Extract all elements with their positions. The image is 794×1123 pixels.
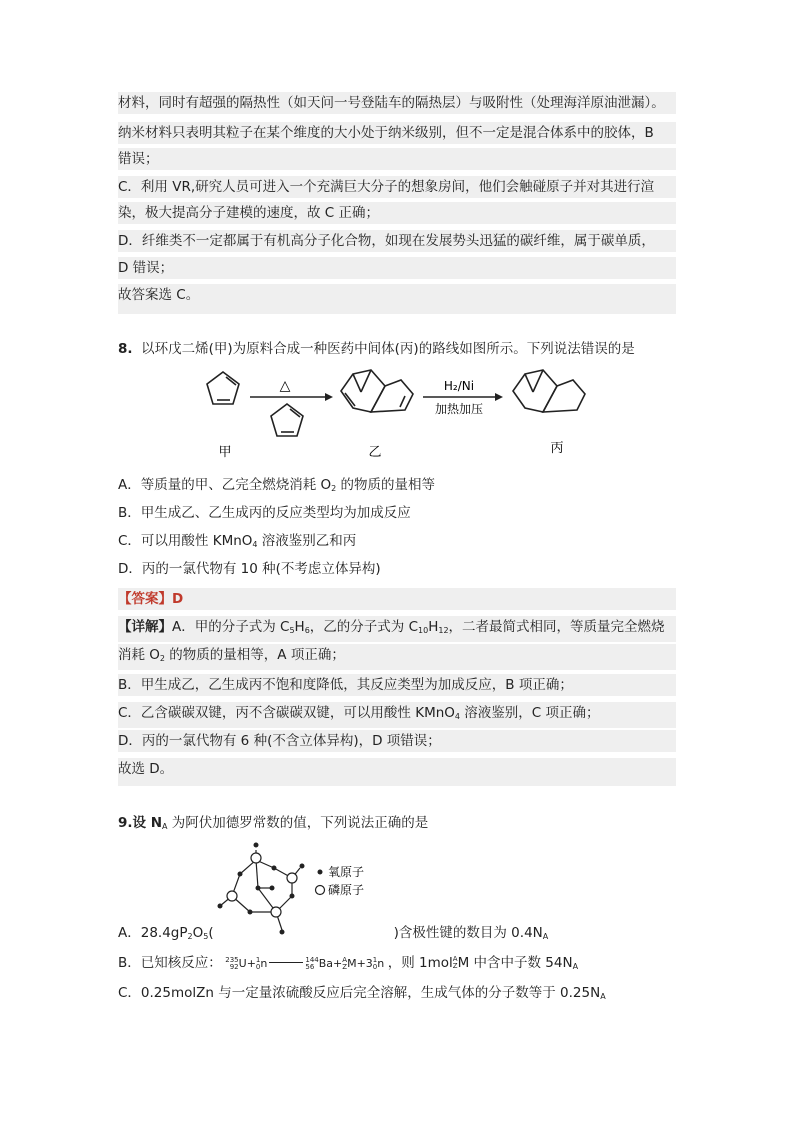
d1-b: H (294, 619, 305, 635)
prev-answer-line-3: 错误； (118, 148, 676, 170)
n2-mass: 1 (372, 956, 378, 964)
answer-value: D (172, 591, 184, 607)
d1-c: ，乙的分子式为 C (309, 619, 419, 635)
d1-s1: 5 (289, 626, 295, 635)
prev-answer-line-8: 故答案选 C。 (118, 284, 676, 314)
reaction-arrow-2 (423, 379, 503, 416)
answer-tag: 【答案】 (118, 591, 172, 607)
q9-c-text: C．0.25molZn 与一定量浓硫酸反应后完全溶解，生成气体的分子数等于 0.25N (118, 985, 601, 1001)
u-mass: 235 (225, 956, 239, 964)
m-number: Z (342, 963, 348, 971)
d2-s: 2 (159, 654, 166, 663)
prev-answer-line-4: C．利用 VR,研究人员可进入一个充满巨大分子的想象房间，他们会触碰原子并对其进行渲 (118, 176, 676, 198)
q9-a-s2: 5 (203, 932, 209, 941)
reaction-arrow-1 (250, 378, 333, 436)
d1-s2: 6 (304, 626, 310, 635)
d1-e: ，二者最简式相同，等质量完全燃烧 (448, 619, 665, 635)
q9-b-sub: A (572, 962, 579, 971)
q9-b-m-number: Z (452, 962, 458, 970)
plus-1: + (246, 957, 256, 970)
q9-a-text: A．28.4gP (118, 925, 188, 941)
q8-detail-line-3: B．甲生成乙，乙生成丙不饱和度降低，其反应类型为加成反应，B 项正确； (118, 674, 676, 696)
legend-phosphorus-label: 磷原子 (328, 883, 365, 897)
m-symbol: M (347, 957, 357, 970)
q8-option-a-sub: 2 (331, 484, 337, 493)
d1-s3: 10 (418, 626, 429, 635)
q8-option-b: B．甲生成乙、乙生成丙的反应类型均为加成反应 (118, 505, 411, 521)
label-bing: 丙 (550, 441, 564, 456)
n-mass: 1 (255, 956, 261, 964)
ba-mass: 144 (305, 956, 319, 964)
n-symbol: n (260, 957, 268, 970)
label-yi: 乙 (368, 445, 382, 460)
q8-detail-line-6: 故选 D。 (118, 758, 676, 786)
q9-b-m-mass: A (452, 955, 458, 963)
prev-answer-line-7: D 错误； (118, 257, 676, 279)
q8-detail-line-5: D．丙的一氯代物有 6 种(不含立体异构)，D 项错误； (118, 730, 676, 752)
q8-detail-line-1 (118, 616, 676, 642)
q9-option-b (118, 952, 676, 978)
label-jia: 甲 (218, 445, 232, 460)
arrow1-heat-label: △ (279, 378, 291, 394)
q9-a-s3: A (542, 932, 549, 941)
legend-oxygen-dot (318, 870, 323, 875)
arrow2-condition-label: 加热加压 (434, 402, 484, 416)
m-mass: A (342, 956, 348, 964)
prev-answer-line-1: 材料，同时有超强的隔热性（如天问一号登陆车的隔热层）与吸附性（处理海洋原油泄漏）。 (118, 92, 676, 114)
q8-number: 8. (118, 341, 133, 357)
cyclopentadiene-structure (207, 372, 239, 404)
tetrahydrodicyclopentadiene-structure (513, 370, 585, 412)
q8-answer (118, 588, 676, 610)
q8-option-c-text: C．可以用酸性 KMnO (118, 533, 253, 549)
d4-s: 4 (454, 712, 460, 721)
q9-c-sub: A (600, 992, 606, 1001)
q9-b-text: B．已知核反应： (118, 955, 222, 971)
d4-a: C．乙含碳碳双键，丙不含碳碳双键，可以用酸性 KMnO (118, 705, 455, 721)
q9-stem-a: 9.设 N (118, 815, 163, 831)
prev-answer-line-2: 纳米材料只表明其粒子在某个维度的大小处于纳米级别，但不一定是混合体系中的胶体，B (118, 122, 676, 144)
q9-a-d: )含极性键的数目为 0.4N (393, 925, 543, 941)
plus-3: +3 (356, 957, 373, 970)
detail-tag: 【详解】 (118, 619, 172, 635)
plus-2: + (333, 957, 343, 970)
prev-answer-line-5: 染，极大提高分子建模的速度，故 C 正确； (118, 202, 676, 224)
q8-detail-line-4 (118, 702, 676, 728)
d1-d: H (428, 619, 439, 635)
dicyclopentadiene-structure (341, 370, 413, 412)
q9-option-a (118, 922, 676, 948)
q8-stem (118, 338, 676, 360)
d1-a: A．甲的分子式为 C (172, 619, 290, 635)
q9-stem (118, 812, 676, 838)
arrow2-reagent-label: H₂/Ni (443, 379, 475, 393)
q8-option-d: D．丙的一氯代物有 10 种(不考虑立体异构) (118, 561, 381, 577)
q8-option-a-text: A．等质量的甲、乙完全燃烧消耗 O (118, 477, 332, 493)
q9-option-c (118, 982, 676, 1008)
q9-a-b: O (192, 925, 204, 941)
nuclear-equation (222, 957, 388, 970)
q9-a-s1: 2 (187, 932, 193, 941)
q8-detail-line-2 (118, 644, 676, 670)
q8-reaction-scheme (195, 360, 615, 465)
n2-symbol: n (377, 957, 385, 970)
legend-oxygen-label: 氧原子 (328, 865, 365, 879)
d2-b: 的物质的量相等，A 项正确； (165, 647, 345, 663)
legend-phosphorus-circle (316, 886, 325, 895)
q9-b-mid: ，则 1mol (387, 955, 453, 971)
q8-stem-text: 以环戊二烯(甲)为原料合成一种医药中间体(丙)的路线如图所示。下列说法错误的是 (141, 341, 635, 357)
reaction-long-arrow (269, 962, 303, 963)
q8-option-a (118, 474, 676, 500)
d2-a: 消耗 O (118, 647, 160, 663)
d1-s4: 12 (438, 626, 449, 635)
q8-option-c-sub: 4 (252, 540, 258, 549)
prev-answer-line-6: D．纤维类不一定都属于有机高分子化合物，如现在发展势头迅猛的碳纤维，属于碳单质， (118, 230, 676, 252)
q9-a-c: ( (208, 925, 214, 941)
q9-stem-b: 为阿伏加德罗常数的值，下列说法正确的是 (167, 815, 429, 831)
n-number: 0 (255, 963, 261, 971)
cyclopentadiene-reagent (271, 404, 303, 436)
d4-b: 溶液鉴别，C 项正确； (460, 705, 600, 721)
q8-option-a-tail: 的物质的量相等 (336, 477, 436, 493)
q8-option-c (118, 530, 676, 556)
ba-number: 56 (305, 963, 315, 971)
u-number: 92 (229, 963, 239, 971)
q9-b-tail: M 中含中子数 54N (457, 955, 573, 971)
u-symbol: U (238, 957, 247, 970)
q8-option-c-tail: 溶液鉴别乙和丙 (257, 533, 357, 549)
n2-number: 0 (372, 963, 378, 971)
q9-stem-sub: A (162, 822, 168, 831)
ba-symbol: Ba (318, 957, 334, 970)
